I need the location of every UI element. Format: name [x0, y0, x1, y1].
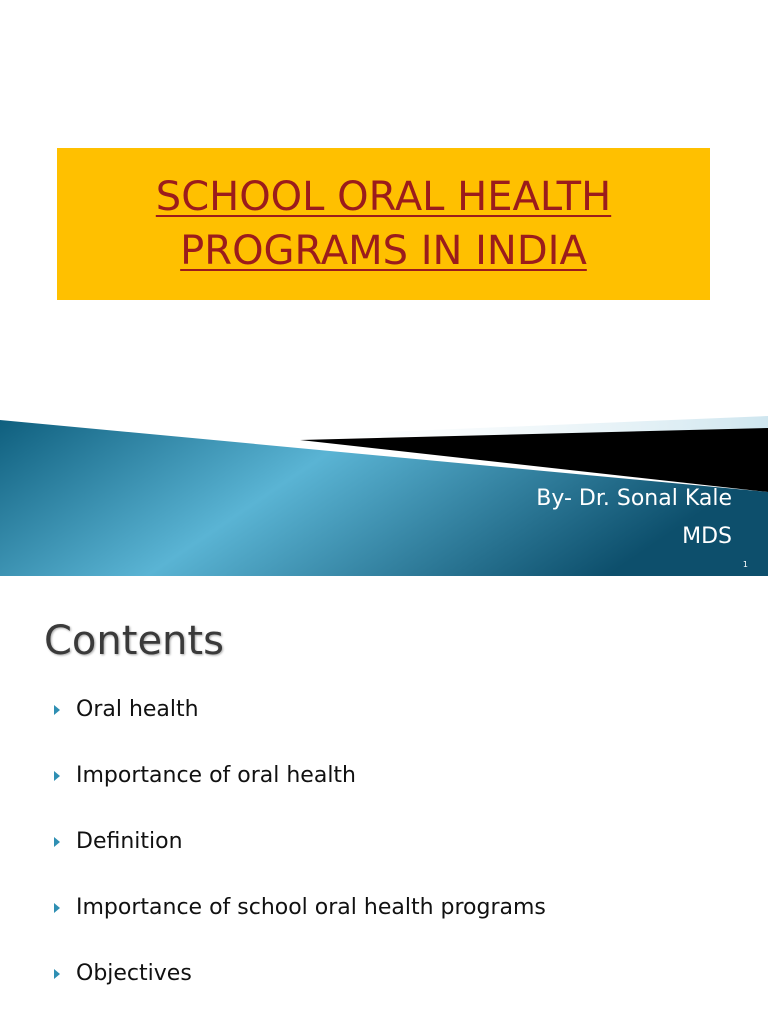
list-item	[54, 696, 546, 762]
list-item-text: Importance of school oral health programs	[76, 895, 546, 920]
list-item-text: Definition	[76, 829, 183, 854]
contents-list	[54, 696, 546, 1024]
list-item	[54, 828, 546, 894]
triangle-right-icon	[54, 837, 60, 847]
list-item-text: Importance of oral health	[76, 763, 356, 788]
triangle-right-icon	[54, 771, 60, 781]
author-degree: MDS	[682, 524, 732, 549]
list-item	[54, 894, 546, 960]
title-line-2: PROGRAMS IN INDIA	[180, 228, 587, 274]
contents-slide	[0, 576, 768, 1024]
triangle-right-icon	[54, 969, 60, 979]
triangle-right-icon	[54, 903, 60, 913]
contents-heading: Contents	[44, 618, 224, 664]
list-item	[54, 762, 546, 828]
list-item	[54, 960, 546, 1024]
list-item-text: Objectives	[76, 961, 192, 986]
title-line-1: SCHOOL ORAL HEALTH	[155, 174, 612, 220]
title-box	[57, 148, 710, 300]
triangle-right-icon	[54, 705, 60, 715]
slide-number: 1	[742, 560, 748, 569]
author-name: By- Dr. Sonal Kale	[536, 486, 732, 511]
list-item-text: Oral health	[76, 697, 199, 722]
